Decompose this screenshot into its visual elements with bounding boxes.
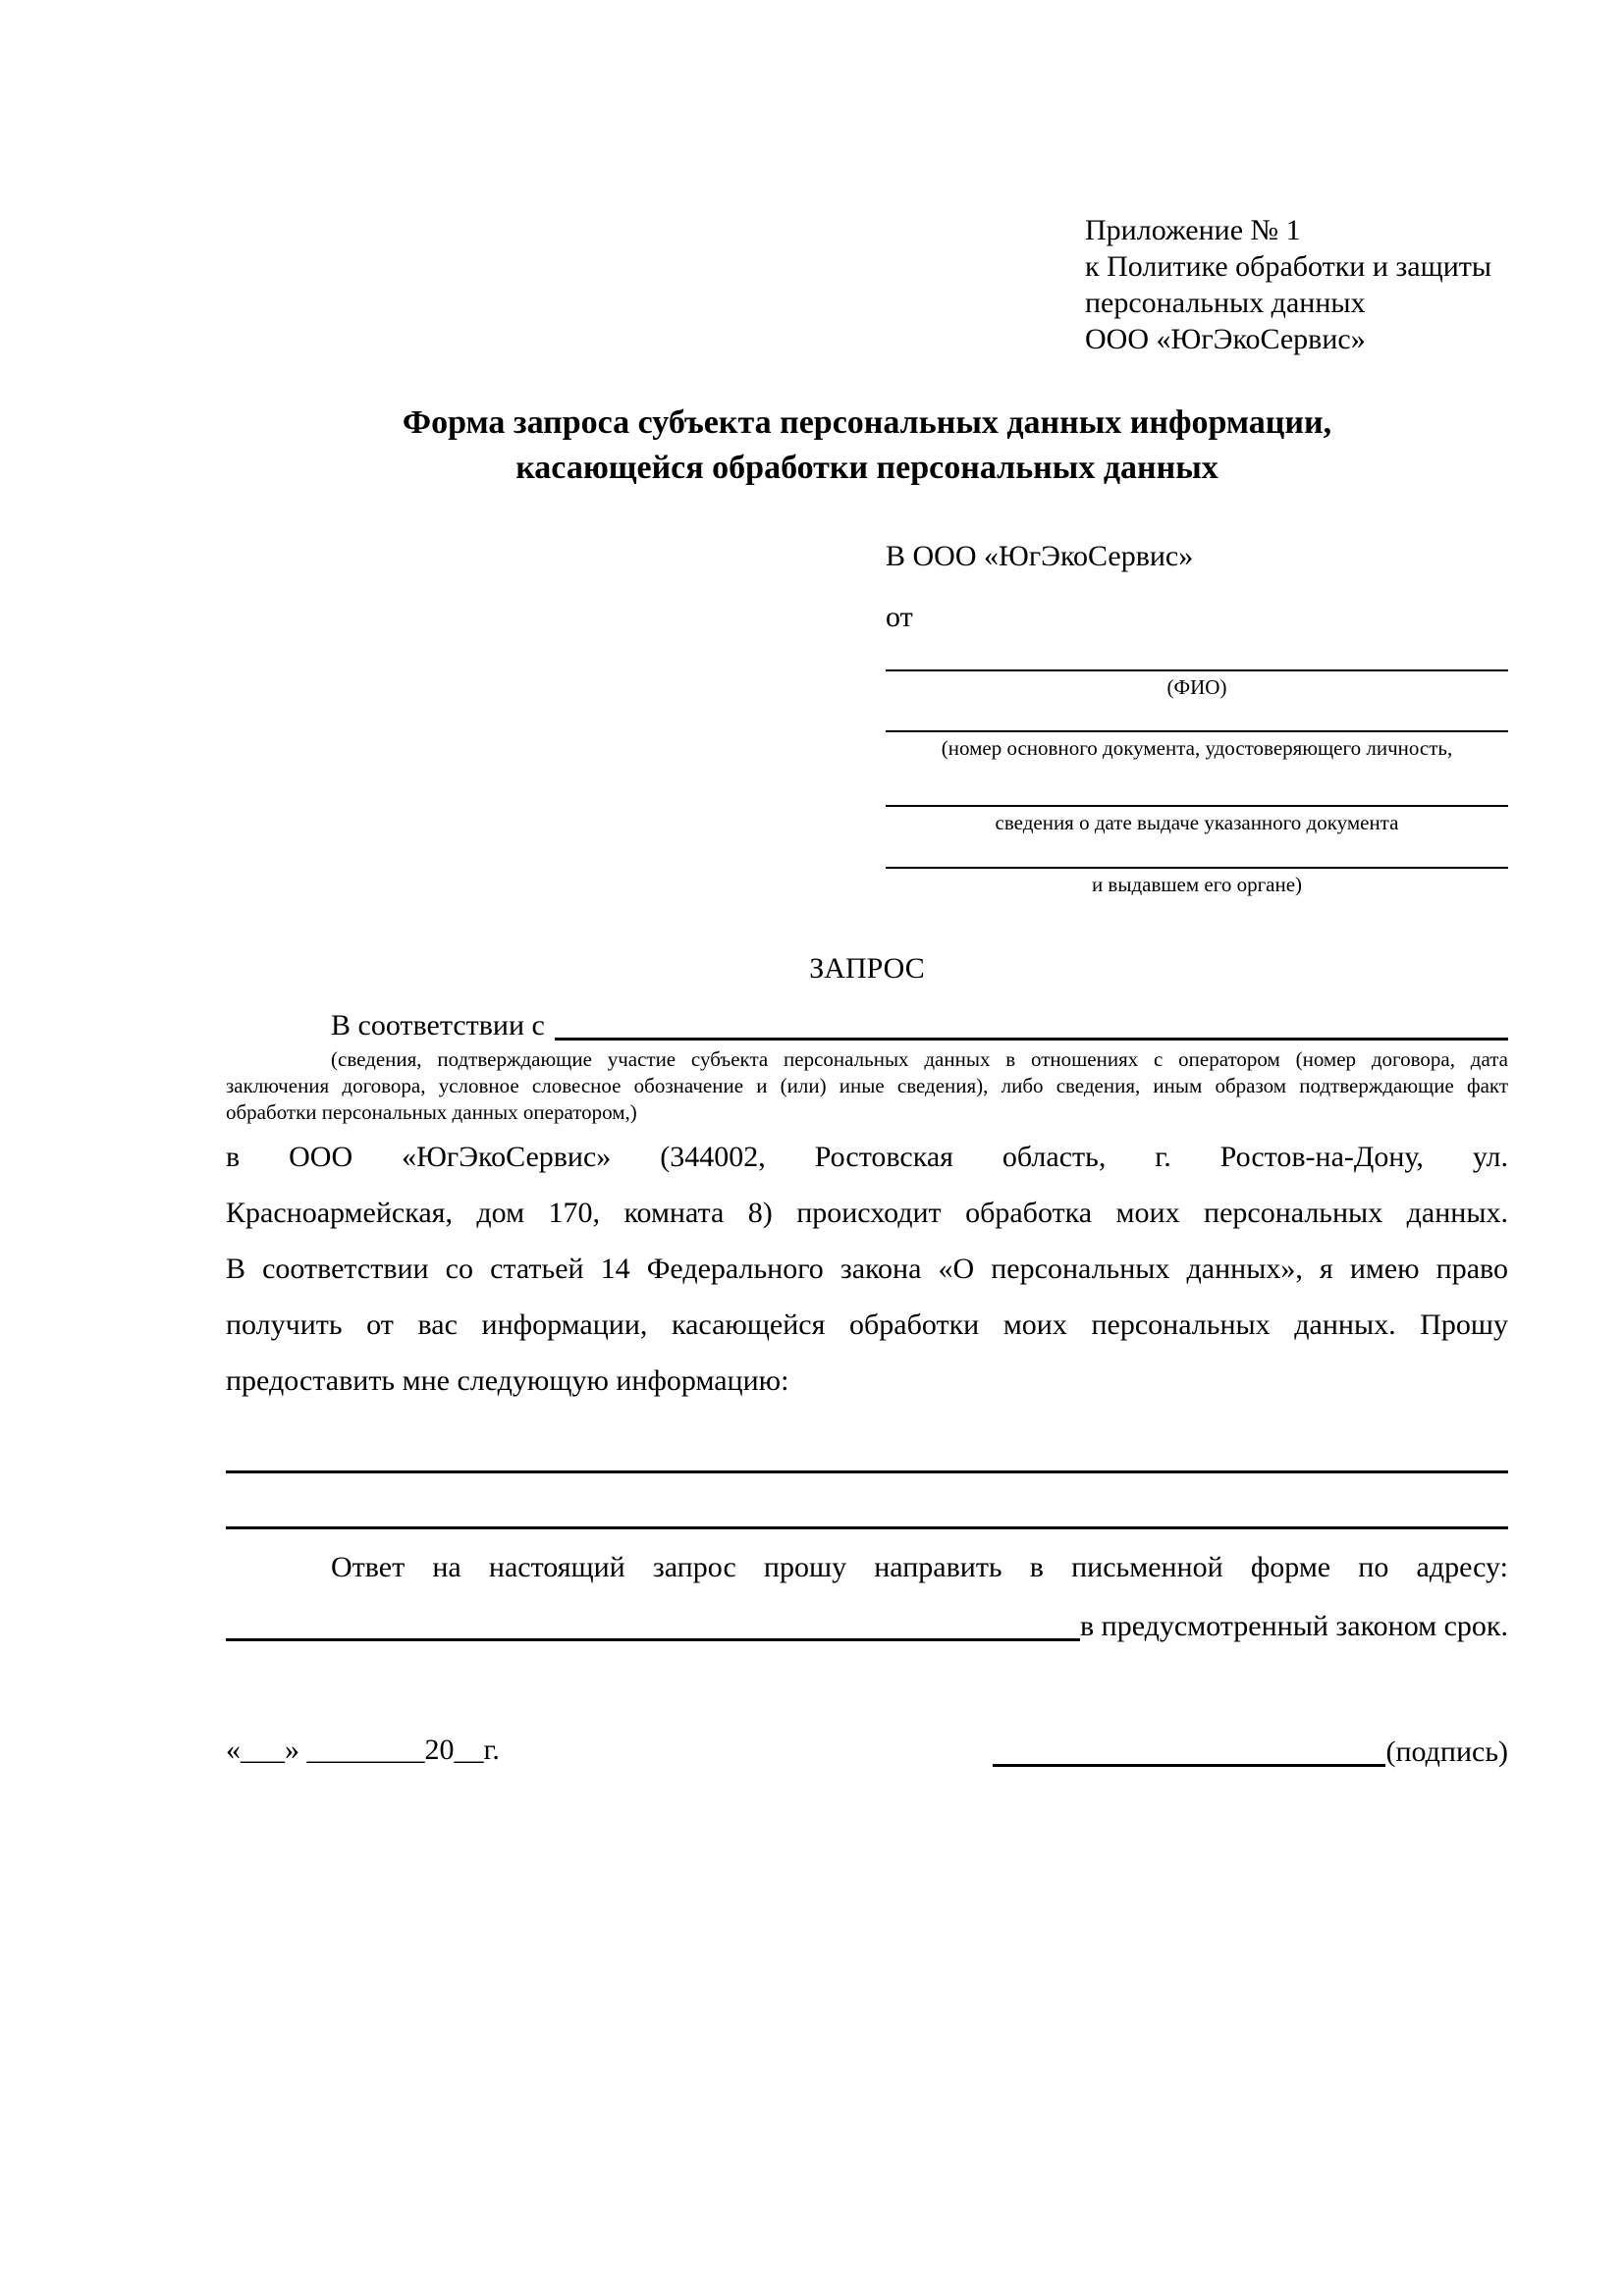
appendix-line: Приложение № 1: [1085, 214, 1301, 246]
footnote-line: заключения договора, условное словесное обозначение и (или) иные сведения), либо сведения, иным образом подтверждающие факт: [226, 1074, 1508, 1097]
lead-text: В соответствии с: [331, 1009, 545, 1041]
document-number-fill-in-line: [886, 730, 1508, 732]
footnote-line: обработки персональных данных оператором,): [226, 1100, 637, 1124]
body-line: в ООО «ЮгЭкоСервис» (344002, Ростовская область, г. Ростов-на-Дону, ул.: [226, 1141, 1508, 1173]
signature-caption: (подпись): [1385, 1735, 1508, 1768]
appendix-line: к Политике обработки и защиты: [1085, 250, 1492, 283]
info-fill-in-line: [226, 1526, 1508, 1529]
appendix-line: ООО «ЮгЭкоСервис»: [1085, 323, 1366, 355]
document-title-line: Форма запроса субъекта персональных данных информации,: [402, 404, 1332, 441]
footnote-line: (сведения, подтверждающие участие субъекта персональных данных в отношениях с оператором (номер договора, дата: [331, 1047, 1508, 1071]
addressee-org: В ООО «ЮгЭкоСервис»: [886, 540, 1194, 572]
from-label: от: [886, 601, 913, 633]
signature-fill-in-line: [993, 1731, 1385, 1767]
address-row: [226, 1608, 1508, 1641]
info-fill-in-line: [226, 1470, 1508, 1473]
body-line: предоставить мне следующую информацию:: [226, 1364, 789, 1397]
body-line: Красноармейская, дом 170, комната 8) происходит обработка моих персональных данных.: [226, 1197, 1508, 1229]
reply-tail: в предусмотренный законом срок.: [1080, 1610, 1508, 1642]
basis-fill-in-line: [555, 1006, 1508, 1041]
fio-caption: (ФИО): [1166, 675, 1227, 699]
body-line: получить от вас информации, касающейся обработки моих персональных данных. Прошу: [226, 1308, 1508, 1341]
lead-row: [226, 1009, 1508, 1041]
request-heading: ЗАПРОС: [809, 952, 925, 985]
issuing-authority-caption: и выдавшем его органе): [1091, 873, 1303, 896]
body-line: В соответствии со статьей 14 Федерального закона «О персональных данных», я имею право: [226, 1253, 1508, 1285]
document-title: [226, 400, 1508, 491]
document-number-caption: (номер основного документа, удостоверяющего личность,: [941, 736, 1453, 760]
appendix-line: персональных данных: [1085, 287, 1366, 319]
issue-date-caption: сведения о дате выдаче указанного документа: [995, 811, 1399, 834]
appendix-block: [1085, 212, 1491, 357]
reply-sentence: Ответ на настоящий запрос прошу направить в письменной форме по адресу:: [331, 1551, 1508, 1583]
signature-group: [993, 1731, 1508, 1767]
issuing-authority-fill-in-line: [886, 867, 1508, 869]
address-fill-in-line: [226, 1605, 1080, 1641]
document-title-line: касающейся обработки персональных данных: [515, 450, 1218, 486]
signature-row: [226, 1730, 1508, 1767]
date-blank: «___» ________20__г.: [226, 1734, 500, 1766]
issue-date-fill-in-line: [886, 805, 1508, 807]
fio-fill-in-line: [886, 669, 1508, 671]
footnote: [226, 1046, 1508, 1126]
body-paragraph: [226, 1129, 1508, 1409]
